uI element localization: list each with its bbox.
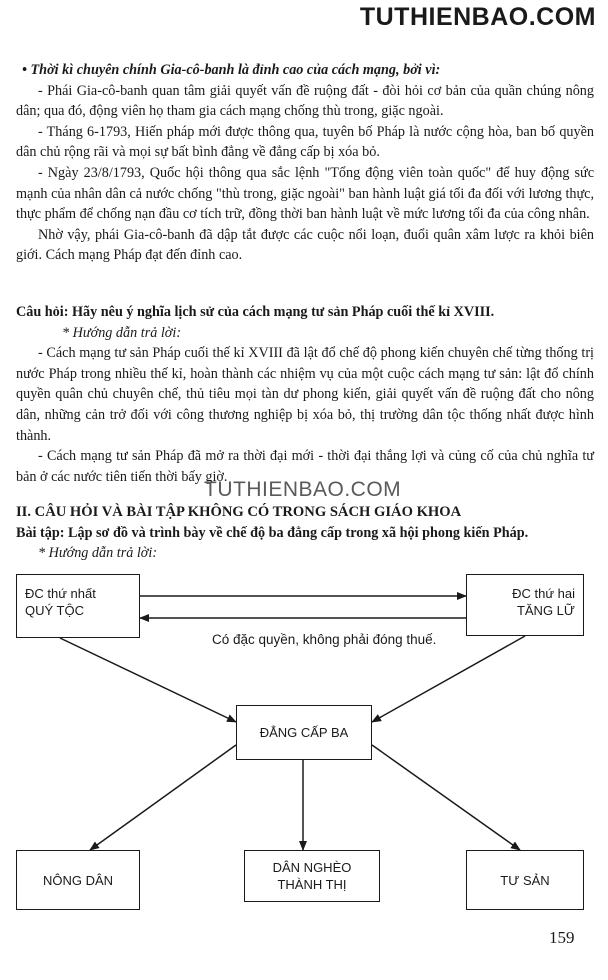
paragraph: - Phái Gia-cô-banh quan tâm giải quyết vấn đề ruộng đất - đòi hỏi cơ bản của quần chúng nông dân; qua đó, động viên họ tham gia cách mạng chống thù trong, giặc ngoài. xyxy=(16,82,594,120)
question-text: Hãy nêu ý nghĩa lịch sử của cách mạng tư sản Pháp cuối thế kỉ XVIII. xyxy=(68,304,495,320)
answer-paragraph: - Cách mạng tư sản Pháp cuối thế kỉ XVIII đã lật đổ chế độ phong kiến chuyên chế từng thống trị nước Pháp trong nhiều thế kỉ, hoàn thành các nhiệm vụ của một cuộc cách mạng tư sản: lật đổ chính quyền quân chủ chuyên chế, thủ tiêu mọi tàn dư phong kiến, giải quyết vấn đề ruộng đất cho nông dân, những cản trở đối với công thương nghiệp bị xóa bỏ, thị trường dân tộc thống nhất được hình thành. xyxy=(16,345,594,444)
arrow-first-to-third xyxy=(60,638,236,722)
answer-guide: * Hướng dẫn trả lời: xyxy=(62,324,182,341)
box-third-estate xyxy=(236,705,372,760)
page-number: 159 xyxy=(549,928,575,947)
arrow-second-to-third xyxy=(372,636,525,722)
watermark: TUTHIENBAO.COM xyxy=(204,478,402,501)
box-second-estate-line2: TĂNG LỮ xyxy=(516,603,575,618)
box-bourgeois xyxy=(466,850,584,910)
box-second-estate-line1: ĐC thứ hai xyxy=(512,586,575,601)
paragraph: - Tháng 6-1793, Hiến pháp mới được thông qua, tuyên bố Pháp là nước cộng hòa, ban bố quyền dân chủ rộng rãi và mọi sự bất bình đẳng về đẳng cấp bị xóa bỏ. xyxy=(16,123,594,161)
paragraph: Nhờ vậy, phái Gia-cô-banh đã dập tắt được các cuộc nổi loạn, đuổi quân xâm lược ra khỏi biên giới. Cách mạng Pháp đạt đến đỉnh cao. xyxy=(16,226,594,264)
box-second-estate xyxy=(466,574,584,636)
box-third-estate-label: ĐẲNG CẤP BA xyxy=(259,725,349,740)
answer-paragraph: - Cách mạng tư sản Pháp đã mở ra thời đại mới - thời đại thắng lợi và củng cố của chủ nghĩa tư bản ở các nước tiên tiến thời bấy giờ. xyxy=(16,448,594,485)
exercise-guide: * Hướng dẫn trả lời: xyxy=(38,545,158,562)
arrow-third-to-farmers xyxy=(90,745,236,850)
box-farmers xyxy=(16,850,140,910)
exercise-text: Lập sơ đồ và trình bày về chế độ ba đẳng cấp trong xã hội phong kiến Pháp. xyxy=(64,524,529,541)
site-header: TUTHIENBAO.COM xyxy=(359,3,596,31)
paragraph: - Ngày 23/8/1793, Quốc hội thông qua sắc lệnh "Tổng động viên toàn quốc" để huy động sức mạnh của nhân dân cả nước chống "thù trong, giặc ngoài" ban hành luật giá tối đa đối với lương thực, thực phẩm để chống nạn đầu cơ tích trữ, đồng thời ban hành luật về mức lương tối đa của công nhân. xyxy=(16,164,595,223)
arrow-third-to-bourgeois xyxy=(372,745,520,850)
box-farmers-label: NÔNG DÂN xyxy=(42,872,114,888)
box-urban-poor-line2: THÀNH THỊ xyxy=(277,877,347,892)
box-first-estate-line2: QUÝ TỘC xyxy=(25,603,84,618)
exercise-label: Bài tập: xyxy=(16,524,65,541)
privilege-label: Có đặc quyền, không phải đóng thuế. xyxy=(212,632,437,647)
box-first-estate xyxy=(16,574,140,638)
box-first-estate-line1: ĐC thứ nhất xyxy=(25,586,96,601)
section-title: II. CÂU HỎI VÀ BÀI TẬP KHÔNG CÓ TRONG SÁCH GIÁO KHOA xyxy=(16,504,462,520)
box-bourgeois-label: TƯ SẢN xyxy=(500,872,550,888)
box-urban-poor xyxy=(244,850,380,902)
bullet-title: • Thời kì chuyên chính Gia-cô-banh là đỉnh cao của cách mạng, bởi vì: xyxy=(22,62,441,78)
question-label: Câu hỏi: xyxy=(16,304,69,320)
box-urban-poor-line1: DÂN NGHÈO xyxy=(272,860,352,875)
